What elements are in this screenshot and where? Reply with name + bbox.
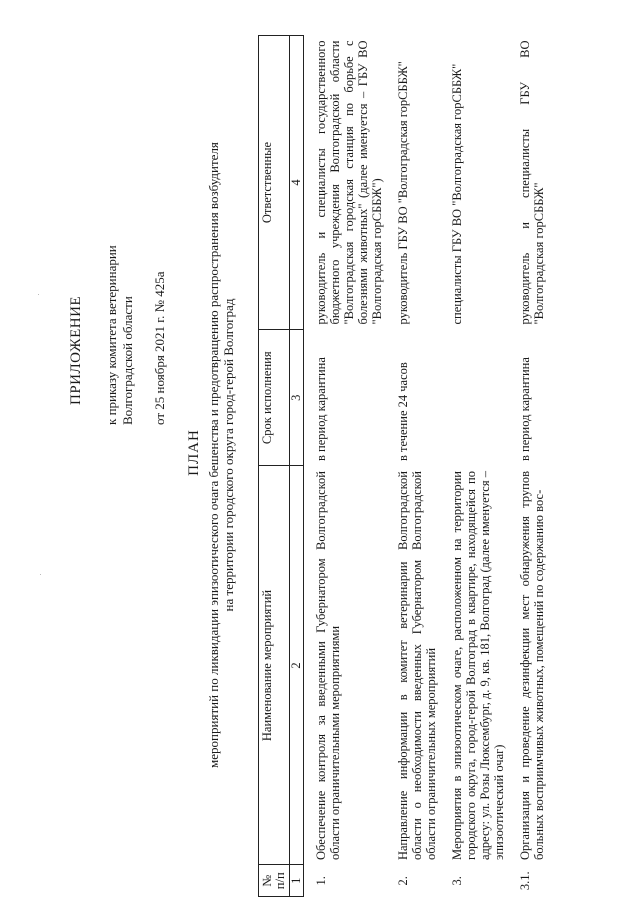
header-responsible: Ответственные	[259, 36, 290, 330]
scan-speck	[38, 294, 39, 295]
scan-speck	[40, 574, 41, 575]
table-row	[508, 36, 548, 897]
row-number: 2.	[396, 876, 410, 886]
row-term: в период карантина	[518, 357, 532, 461]
row-term	[440, 330, 508, 467]
row-responsible: руководитель ГБУ ВО "Волгоградская горСББЖ"	[396, 61, 410, 325]
column-number: 3	[290, 330, 304, 467]
plan-subtitle-line-2: на территории городского округа город-герой Волгоград	[221, 298, 236, 612]
order-reference-line-2: Волгоградской области	[120, 296, 135, 425]
table-row	[304, 36, 387, 897]
table-row	[440, 36, 508, 897]
header-measures: Наименование мероприятий	[259, 466, 290, 865]
row-measure: Организация и проведение дезинфекции мест обнаружения трупов больных восприимчивых животных, помещений по содержанию вос-	[518, 471, 546, 860]
plan-title: ПЛАН	[186, 429, 202, 476]
table-column-number-row	[290, 36, 304, 897]
row-responsible: руководитель и специалисты государственного бюджетного учреждения Волгоградской области "Волгоградская городская станция по борьбе с болезнями животных" (далее именуется – ГБУ ВО "Волгоградская горСББЖ")	[314, 40, 384, 325]
row-term: в течение 24 часов	[396, 362, 410, 461]
plan-subtitle	[206, 95, 236, 815]
row-measure: Мероприятия в эпизоотическом очаге, расположенном на территории городского округа, город-герой Волгоград в квартире, находящейся по адресу: ул. Розы Люксембург, д. 9, кв. 181, Волгоград (далее именуется – эпизоотический очаг)	[450, 471, 506, 860]
measures-table	[258, 35, 548, 897]
row-number: 1.	[314, 876, 328, 886]
row-measure: Направление информации в комитет ветеринарии Волгоградской области о необходимости введенных Губернатором Волгоградской области ограничительных мероприятий	[396, 471, 438, 860]
row-term: в период карантина	[314, 357, 328, 461]
appendix-title: ПРИЛОЖЕНИЕ	[68, 295, 84, 405]
column-number: 1	[290, 865, 304, 897]
row-responsible: специалисты ГБУ ВО "Волгоградская горСББЖ"	[450, 63, 464, 325]
row-measure: Обеспечение контроля за введенными Губернатором Волгоградской области ограничительными мероприятиями	[314, 471, 342, 860]
table-row	[386, 36, 440, 897]
row-number: 3.	[450, 876, 464, 886]
order-date-number: от 25 ноября 2021 г. № 425а	[152, 271, 167, 425]
plan-subtitle-line-1: мероприятий по ликвидации эпизоотического очага бешенства и предотвращению распространения возбудителя	[206, 142, 221, 768]
column-number: 2	[290, 466, 304, 865]
row-responsible: руководитель и специалисты ГБУ ВО "Волгоградская горСББЖ"	[518, 40, 546, 325]
row-number: 3.1.	[518, 871, 532, 891]
column-number: 4	[290, 36, 304, 330]
table-header-row	[259, 36, 290, 897]
header-term: Срок исполнения	[259, 330, 290, 467]
order-reference-line-1: к приказу комитета ветеринарии	[104, 245, 119, 425]
header-number: № п/п	[259, 865, 290, 897]
